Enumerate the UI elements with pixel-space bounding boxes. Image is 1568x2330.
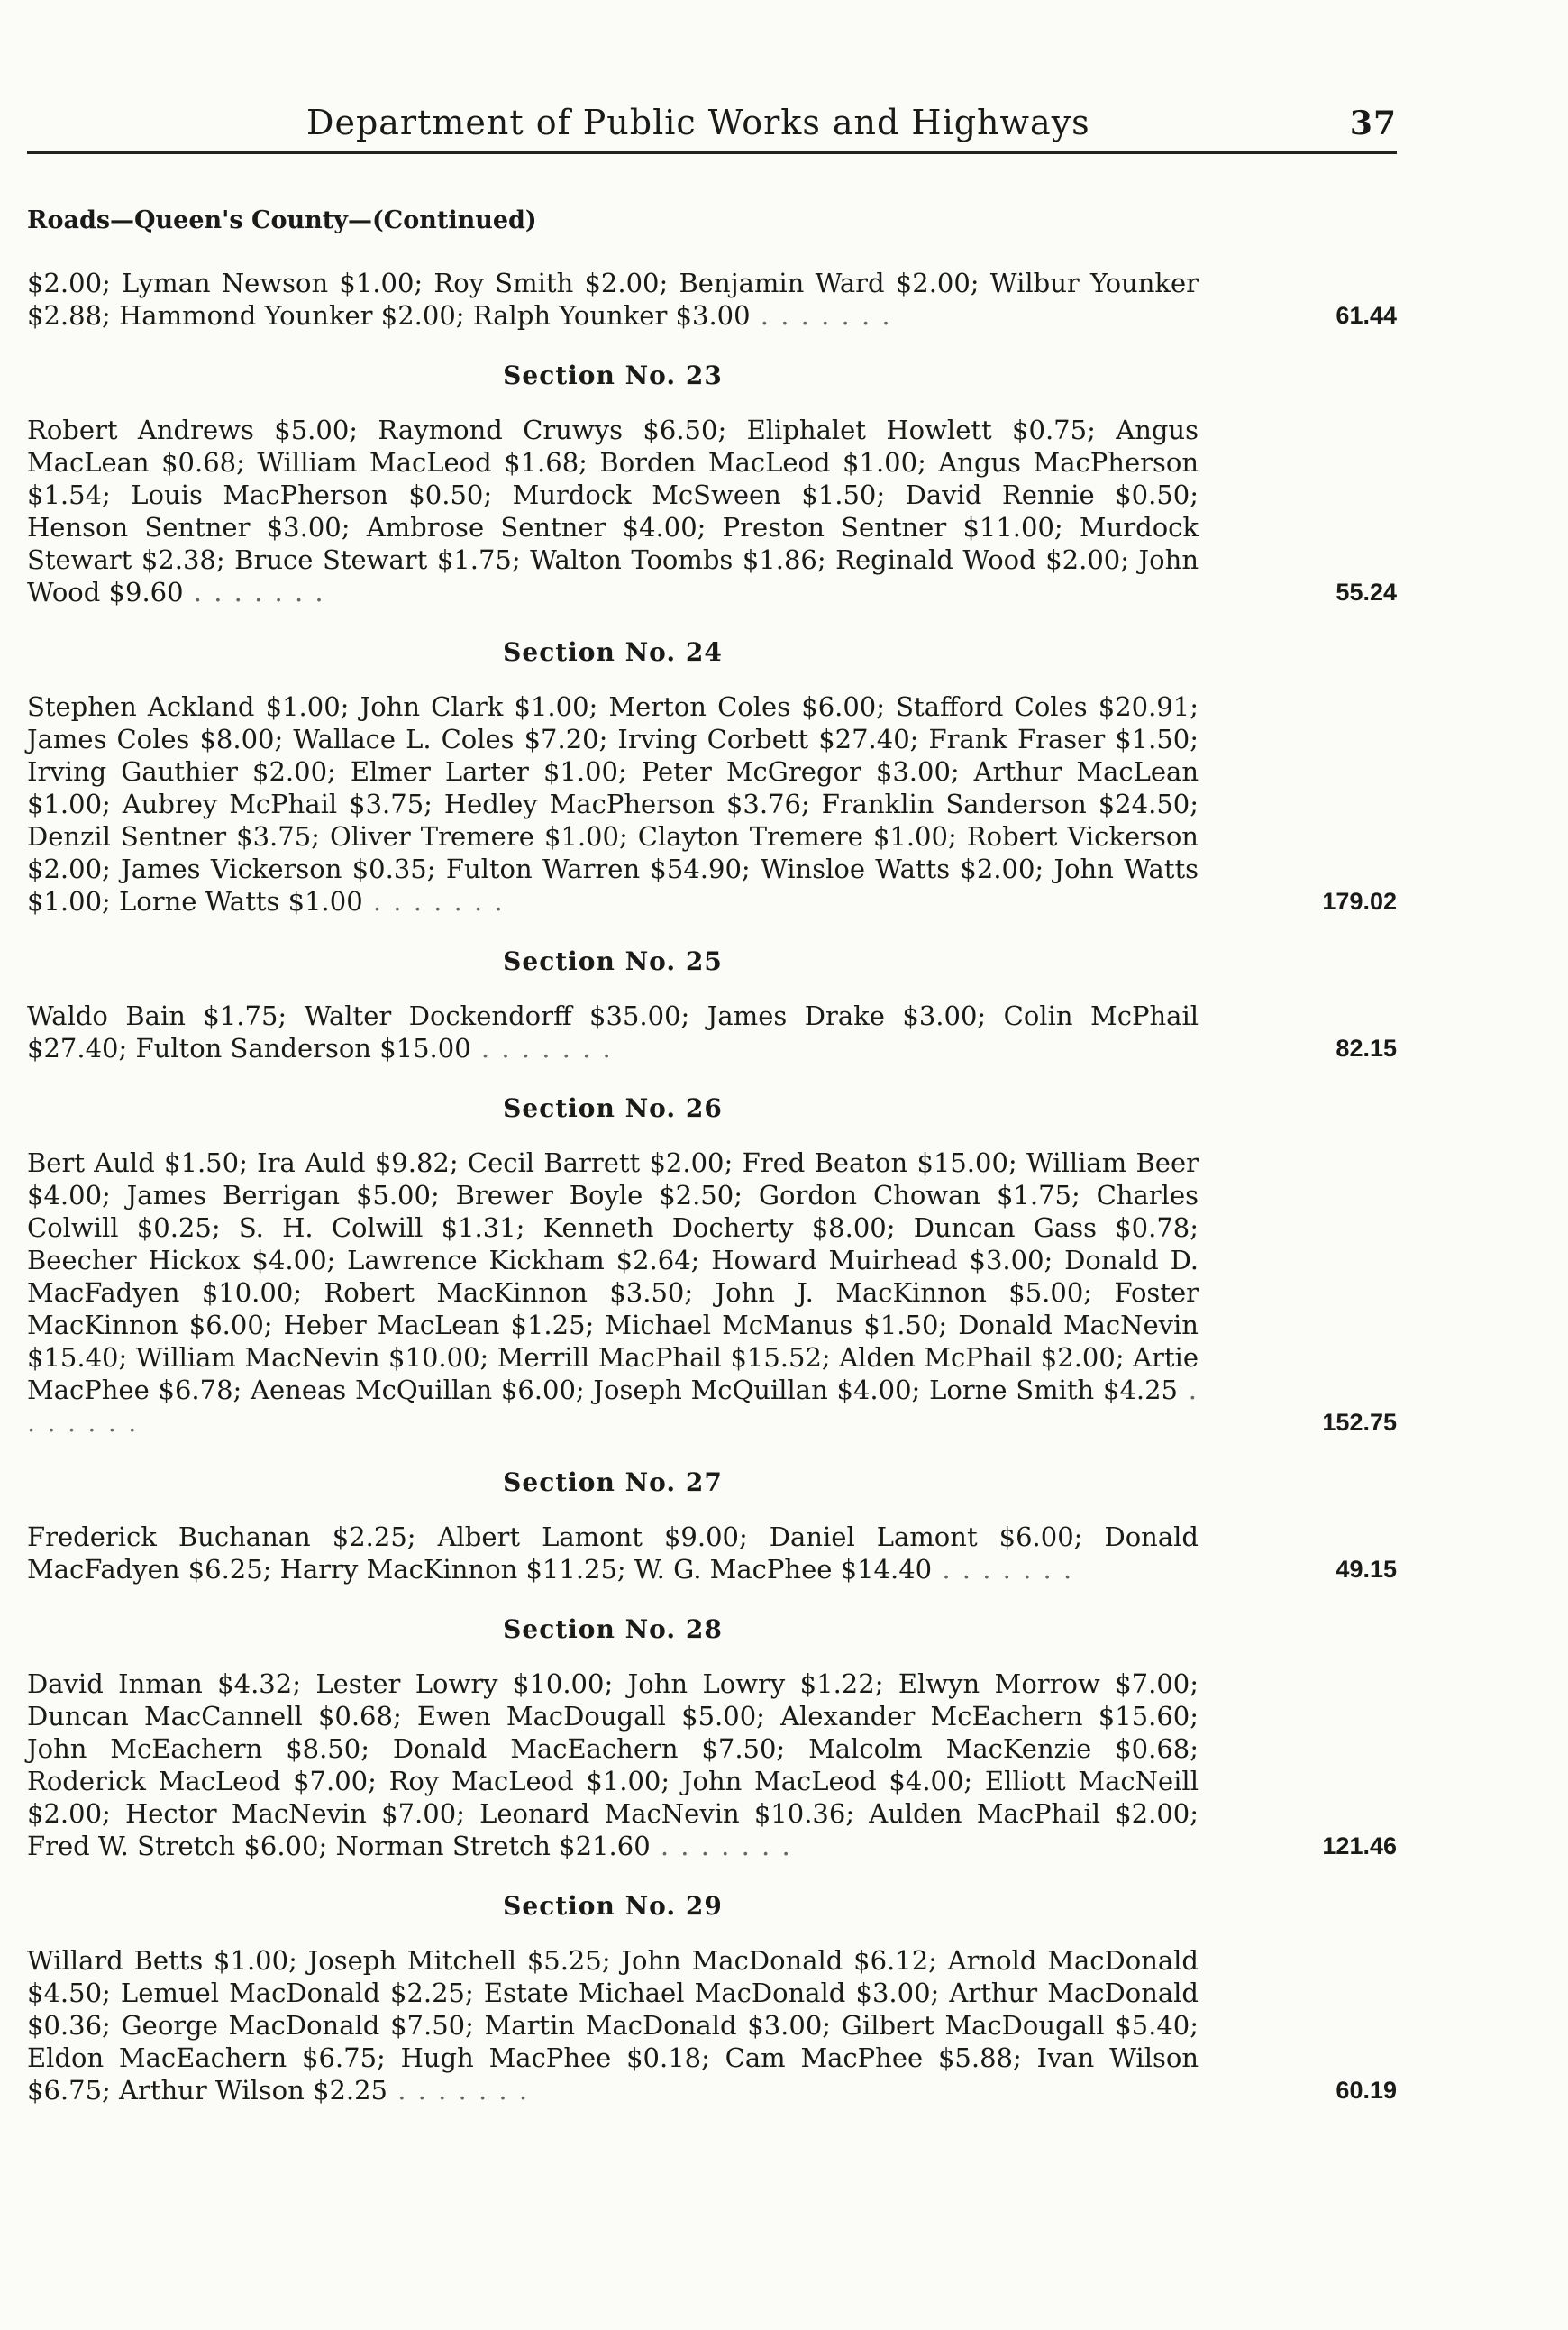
entry-row [27, 1521, 1397, 1585]
entry-row [27, 1000, 1397, 1064]
entry-names: Stephen Ackland $1.00; John Clark $1.00; Merton Coles $6.00; Stafford Coles $20.91; James Coles $8.00; Wallace L. Coles $7.20; Irving Corbett $27.40; Frank Fraser $1.50; Irving Gauthier $2.00; Elmer Larter $1.00; Peter McGregor $3.00; Arthur MacLean $1.00; Aubrey McPhail $3.75; Hedley MacPherson $3.76; Franklin Sanderson $24.50; Denzil Sentner $3.75; Oliver Tremere $1.00; Clayton Tremere $1.00; Robert Vickerson $2.00; James Vickerson $0.35; Fulton Warren $54.90; Winsloe Watts $2.00; John Watts $1.00; Lorne Watts $1.00 [27, 691, 1199, 917]
entry-total: 152.75 [1322, 1409, 1397, 1436]
entry-total: 55.24 [1336, 579, 1397, 606]
dot-leader: . . . . . . . [932, 1554, 1074, 1585]
page-header [27, 90, 1397, 154]
section-title: Section No. 27 [503, 1467, 723, 1497]
entry-total: 49.15 [1336, 1556, 1397, 1583]
section-heading: Roads—Queen's County—(Continued) [27, 206, 537, 234]
section-title: Section No. 24 [503, 637, 723, 667]
entry-names: David Inman $4.32; Lester Lowry $10.00; John Lowry $1.22; Elwyn Morrow $7.00; Duncan MacCannell $0.68; Ewen MacDougall $5.00; Alexander McEachern $15.60; John McEachern $8.50; Donald MacEachern $7.50; Malcolm MacKenzie $0.68; Roderick MacLeod $7.00; Roy MacLeod $1.00; John MacLeod $4.00; Elliott MacNeill $2.00; Hector MacNevin $7.00; Leonard MacNevin $10.36; Aulden MacPhail $2.00; Fred W. Stretch $6.00; Norman Stretch $21.60 [27, 1668, 1199, 1861]
section-title: Section No. 25 [503, 946, 723, 976]
dot-leader: . . . . . . . [183, 577, 325, 608]
entry-row [27, 414, 1397, 608]
entry-total: 61.44 [1336, 302, 1397, 329]
dot-leader: . . . . . . . [650, 1831, 792, 1861]
section-title: Section No. 26 [503, 1093, 723, 1123]
document-page [27, 90, 1397, 2106]
entry-text [27, 1944, 1199, 2106]
entry-total: 121.46 [1322, 1832, 1397, 1859]
entry-text [27, 1668, 1199, 1862]
entry-total: 82.15 [1336, 1035, 1397, 1062]
entry-row [27, 1944, 1397, 2106]
entry-names: Bert Auld $1.50; Ira Auld $9.82; Cecil Barrett $2.00; Fred Beaton $15.00; William Beer $4.00; James Berrigan $5.00; Brewer Boyle $2.50; Gordon Chowan $1.75; Charles Colwill $0.25; S. H. Colwill $1.31; Kenneth Docherty $8.00; Duncan Gass $0.78; Beecher Hickox $4.00; Lawrence Kickham $2.64; Howard Muirhead $3.00; Donald D. MacFadyen $10.00; Robert MacKinnon $3.50; John J. MacKinnon $5.00; Foster MacKinnon $6.00; Heber MacLean $1.25; Michael McManus $1.50; Donald MacNevin $15.40; William MacNevin $10.00; Merrill MacPhail $15.52; Alden McPhail $2.00; Artie MacPhee $6.78; Aeneas McQuillan $6.00; Joseph McQuillan $4.00; Lorne Smith $4.25 [27, 1147, 1199, 1405]
dot-leader: . . . . . . . [362, 886, 505, 917]
section-title: Section No. 23 [503, 361, 723, 390]
entry-text [27, 1147, 1199, 1439]
entry-names: Willard Betts $1.00; Joseph Mitchell $5.25; John MacDonald $6.12; Arnold MacDonald $4.50; Lemuel MacDonald $2.25; Estate Michael MacDonald $3.00; Arthur MacDonald $0.36; George MacDonald $7.50; Martin MacDonald $3.00; Gilbert MacDougall $5.40; Eldon MacEachern $6.75; Hugh MacPhee $0.18; Cam MacPhee $5.88; Ivan Wilson $6.75; Arthur Wilson $2.25 [27, 1945, 1199, 2106]
entry-total: 60.19 [1336, 2077, 1397, 2104]
entry-text [27, 267, 1199, 332]
entry-names: $2.00; Lyman Newson $1.00; Roy Smith $2.00; Benjamin Ward $2.00; Wilbur Younker $2.88; Hammond Younker $2.00; Ralph Younker $3.00 [27, 268, 1199, 331]
section-title: Section No. 29 [503, 1891, 723, 1921]
entry-names: Waldo Bain $1.75; Walter Dockendorff $35.00; James Drake $3.00; Colin McPhail $27.40; Fulton Sanderson $15.00 [27, 1001, 1199, 1064]
entry-row [27, 690, 1397, 918]
page-number: 37 [1349, 105, 1397, 142]
entry-names: Frederick Buchanan $2.25; Albert Lamont $9.00; Daniel Lamont $6.00; Donald MacFadyen $6.25; Harry MacKinnon $11.25; W. G. MacPhee $14.40 [27, 1521, 1199, 1585]
entry-text [27, 1521, 1199, 1585]
dot-leader: . . . . . . . [387, 2075, 530, 2106]
entry-text [27, 690, 1199, 918]
entry-total: 179.02 [1322, 888, 1397, 915]
page-title: Department of Public Works and Highways [306, 103, 1090, 142]
entry-text [27, 414, 1199, 608]
entry-text [27, 1000, 1199, 1064]
dot-leader: . . . . . . . [470, 1033, 613, 1064]
entry-row [27, 1668, 1397, 1862]
entry-row [27, 267, 1397, 332]
dot-leader: . . . . . . . [27, 1375, 1199, 1438]
entry-row [27, 1147, 1397, 1439]
entry-names: Robert Andrews $5.00; Raymond Cruwys $6.50; Eliphalet Howlett $0.75; Angus MacLean $0.68; William MacLeod $1.68; Borden MacLeod $1.00; Angus MacPherson $1.54; Louis MacPherson $0.50; Murdock McSween $1.50; David Rennie $0.50; Henson Sentner $3.00; Ambrose Sentner $4.00; Preston Sentner $11.00; Murdock Stewart $2.38; Bruce Stewart $1.75; Walton Toombs $1.86; Reginald Wood $2.00; John Wood $9.60 [27, 415, 1199, 608]
entries-list [27, 267, 1397, 2106]
dot-leader: . . . . . . . [750, 300, 892, 331]
section-title: Section No. 28 [503, 1614, 723, 1644]
